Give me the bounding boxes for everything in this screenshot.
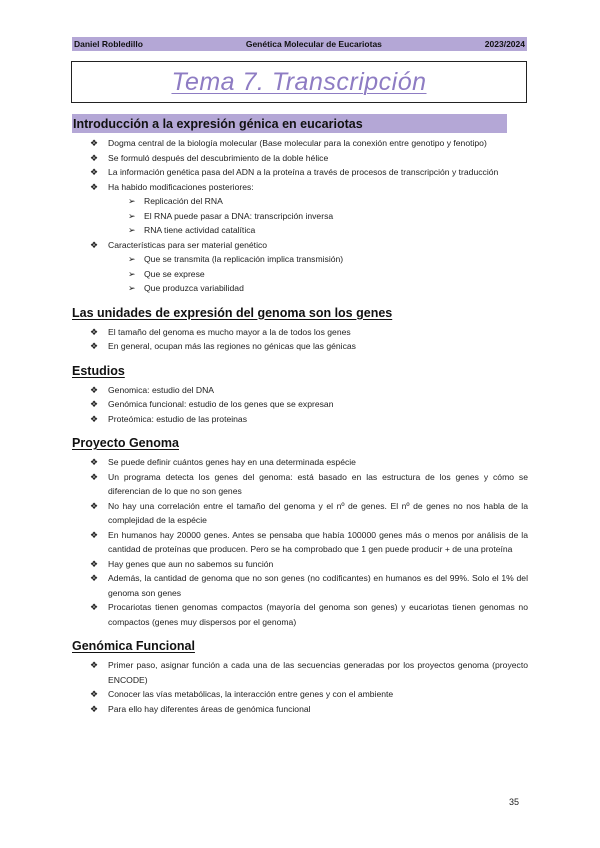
list-item <box>72 455 528 470</box>
diamond-bullet-icon: ❖ <box>90 413 99 424</box>
sub-list-item-text: Que se transmita (la replicación implica transmisión) <box>144 254 344 264</box>
list-item-text: Además, la cantidad de genoma que no son genes (no codificantes) en humanos es del 99%. Solo el 1% del genoma son genes <box>108 573 528 598</box>
list-item-text: Conocer las vías metabólicas, la interacción entre genes y con el ambiente <box>108 689 394 699</box>
arrow-bullet-icon: ➢ <box>128 210 136 221</box>
list-item <box>72 658 528 687</box>
diamond-bullet-icon: ❖ <box>90 239 99 250</box>
bullet-list <box>72 658 528 716</box>
section-heading: Proyecto Genoma <box>72 436 179 450</box>
diamond-bullet-icon: ❖ <box>90 703 99 714</box>
section-heading: Genómica Funcional <box>72 639 195 653</box>
diamond-bullet-icon: ❖ <box>90 471 99 482</box>
list-item-text: Hay genes que aun no sabemos su función <box>108 558 274 569</box>
sub-list-item-text: El RNA puede pasar a DNA: transcripción inversa <box>144 210 334 221</box>
sub-list-item-text: Que produzca variabilidad <box>144 283 244 293</box>
list-item <box>72 470 528 499</box>
diamond-bullet-icon: ❖ <box>90 341 99 351</box>
page-header <box>72 37 527 51</box>
list-item-text: En humanos hay 20000 genes. Antes se pensaba que había 100000 genes más o menos por análisis de la cantidad de proteínas que producen. Pero se ha comprobado que 1 gen puede producir + de una proteína <box>108 529 528 554</box>
bullet-list <box>72 383 528 427</box>
diamond-bullet-icon: ❖ <box>90 602 99 612</box>
section <box>72 362 528 427</box>
arrow-bullet-icon: ➢ <box>128 196 136 206</box>
title-box <box>71 61 527 103</box>
list-item-text: La información genética pasa del ADN a la proteína a través de procesos de transcripción y traducción <box>108 167 499 177</box>
diamond-bullet-icon: ❖ <box>90 167 99 177</box>
diamond-bullet-icon: ❖ <box>90 660 99 670</box>
section-heading: Las unidades de expresión del genoma son los genes <box>72 305 393 320</box>
list-item-text: Proteómica: estudio de las proteinas <box>108 413 248 424</box>
sub-list-item <box>72 281 528 296</box>
list-item <box>72 397 528 412</box>
list-item-text: En general, ocupan más las regiones no génicas que las génicas <box>108 341 356 351</box>
list-item <box>72 600 528 629</box>
list-item <box>72 325 528 340</box>
list-item <box>72 238 528 253</box>
diamond-bullet-icon: ❖ <box>90 573 99 583</box>
bullet-list <box>72 325 528 354</box>
section <box>72 114 528 296</box>
sub-list-item <box>72 209 528 224</box>
list-item-text: Se formuló después del descubrimiento de la doble hélice <box>108 152 329 163</box>
arrow-bullet-icon: ➢ <box>128 225 136 235</box>
list-item-text: Para ello hay diferentes áreas de genómica funcional <box>108 703 311 714</box>
list-item <box>72 499 528 528</box>
page-number: 35 <box>509 797 520 807</box>
sub-list-item <box>72 194 528 209</box>
list-item <box>72 180 528 195</box>
header-author: Daniel Robledillo <box>74 39 143 49</box>
diamond-bullet-icon: ❖ <box>90 558 99 569</box>
list-item <box>72 571 528 600</box>
section-heading: Introducción a la expresión génica en eucariotas <box>72 114 507 133</box>
page-title: Tema 7. Transcripción <box>171 67 427 96</box>
diamond-bullet-icon: ❖ <box>90 326 99 337</box>
arrow-bullet-icon: ➢ <box>128 268 136 279</box>
list-item-text: Características para ser material genético <box>108 239 268 250</box>
list-item <box>72 702 528 717</box>
list-item-text: Primer paso, asignar función a cada una de las secuencias generadas por los proyectos genoma (proyecto ENCODE) <box>108 660 528 685</box>
sub-list-item <box>72 252 528 267</box>
list-item-text: Ha habido modificaciones posteriores: <box>108 181 254 192</box>
list-item-text: Dogma central de la biología molecular (Base molecular para la conexión entre genotipo y fenotipo) <box>108 138 487 148</box>
list-item <box>72 557 528 572</box>
list-item <box>72 383 528 398</box>
sub-list-item-text: Replicación del RNA <box>144 196 223 206</box>
arrow-bullet-icon: ➢ <box>128 283 136 293</box>
list-item <box>72 151 528 166</box>
arrow-bullet-icon: ➢ <box>128 254 136 264</box>
header-subject: Genética Molecular de Eucariotas <box>245 39 382 49</box>
section-heading: Estudios <box>72 363 125 378</box>
sub-list-item <box>72 223 528 238</box>
list-item <box>72 165 528 180</box>
list-item-text: Procariotas tienen genomas compactos (mayoría del genoma son genes) y eucariotas tienen genomas no compactos (genes muy dispersos por el genoma) <box>108 602 528 627</box>
list-item-text: Genómica funcional: estudio de los genes que se expresan <box>108 399 334 409</box>
sub-list-item-text: RNA tiene actividad catalítica <box>144 225 256 235</box>
list-item <box>72 528 528 557</box>
list-item-text: Se puede definir cuántos genes hay en una determinada espécie <box>108 457 356 467</box>
diamond-bullet-icon: ❖ <box>90 500 99 511</box>
diamond-bullet-icon: ❖ <box>90 181 99 192</box>
list-item <box>72 136 528 151</box>
list-item-text: Genomica: estudio del DNA <box>108 384 215 395</box>
list-item-text: El tamaño del genoma es mucho mayor a la de todos los genes <box>108 326 351 337</box>
diamond-bullet-icon: ❖ <box>90 384 99 395</box>
document-content <box>72 114 528 716</box>
diamond-bullet-icon: ❖ <box>90 689 99 699</box>
diamond-bullet-icon: ❖ <box>90 457 99 467</box>
sub-list-item <box>72 267 528 282</box>
diamond-bullet-icon: ❖ <box>90 399 99 409</box>
list-item <box>72 412 528 427</box>
diamond-bullet-icon: ❖ <box>90 529 99 540</box>
diamond-bullet-icon: ❖ <box>90 152 99 163</box>
list-item <box>72 687 528 702</box>
section <box>72 304 528 354</box>
header-year: 2023/2024 <box>484 39 525 49</box>
section <box>72 434 528 629</box>
bullet-list <box>72 136 528 296</box>
section <box>72 637 528 716</box>
list-item-text: No hay una correlación entre el tamaño del genoma y el nº de genes. El nº de genes no nos habla de la complejidad de la espécie <box>108 500 528 525</box>
sub-list-item-text: Que se exprese <box>144 268 205 279</box>
list-item-text: Un programa detecta los genes del genoma: está basado en las estructura de los genes y cómo se diferencian de lo que no son genes <box>108 471 528 496</box>
bullet-list <box>72 455 528 629</box>
list-item <box>72 339 528 354</box>
diamond-bullet-icon: ❖ <box>90 138 99 148</box>
